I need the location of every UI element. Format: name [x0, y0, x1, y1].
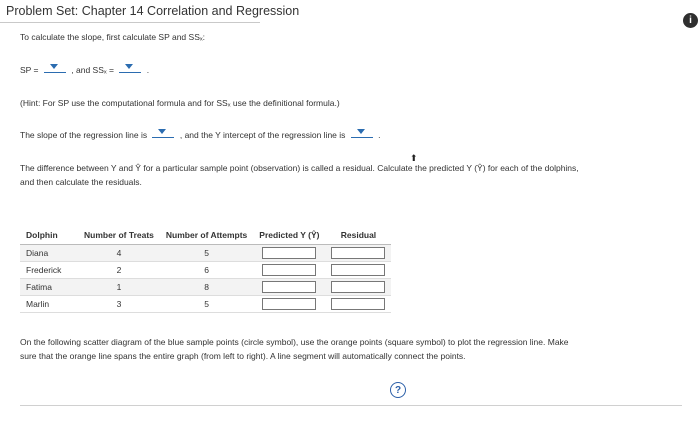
treats-value: 4 — [78, 245, 160, 262]
title-divider — [0, 22, 260, 23]
dolphin-name: Diana — [20, 245, 78, 262]
table-row — [20, 279, 391, 296]
dropdown-arrow-icon — [158, 129, 166, 134]
attempts-value: 5 — [160, 296, 253, 313]
sp-line — [20, 63, 149, 75]
predicted-input[interactable] — [262, 281, 316, 293]
slope-line-end: . — [378, 130, 381, 140]
dolphin-name: Fatima — [20, 279, 78, 296]
table-row — [20, 296, 391, 313]
hint-content: (Hint: For SP use the computational formula and for SSₓ use the definitional formula.) — [20, 98, 340, 108]
dolphin-name: Frederick — [20, 262, 78, 279]
residual-cell — [325, 279, 391, 296]
hint-text — [20, 98, 340, 108]
column-header: Dolphin — [20, 226, 78, 245]
sp-line-end: . — [146, 65, 150, 75]
info-icon[interactable]: i — [683, 13, 698, 28]
predicted-input[interactable] — [262, 247, 316, 259]
predicted-input[interactable] — [262, 298, 316, 310]
treats-value: 2 — [78, 262, 160, 279]
ssx-label: , and SSₓ = — [71, 65, 114, 75]
slope-dropdown[interactable] — [152, 128, 174, 138]
residual-input[interactable] — [331, 264, 385, 276]
treats-value: 3 — [78, 296, 160, 313]
intro-text: To calculate the slope, first calculate SP and SSₓ: — [20, 32, 206, 42]
column-header: Residual — [325, 226, 391, 245]
residual-input[interactable] — [331, 298, 385, 310]
dolphin-name: Marlin — [20, 296, 78, 313]
predicted-input[interactable] — [262, 264, 316, 276]
column-header: Number of Attempts — [160, 226, 253, 245]
scatter-instructions-line2: sure that the orange line spans the entire graph (from left to right). A line segment will automatically connect the points. — [20, 351, 466, 361]
table-row — [20, 245, 391, 262]
scatter-instructions-line1: On the following scatter diagram of the blue sample points (circle symbol), use the orange points (square symbol) to plot the regression line. Make — [20, 337, 569, 347]
dropdown-arrow-icon — [50, 64, 58, 69]
table-header-row — [20, 226, 391, 245]
residual-input[interactable] — [331, 247, 385, 259]
residual-cell — [325, 262, 391, 279]
treats-value: 1 — [78, 279, 160, 296]
residual-input[interactable] — [331, 281, 385, 293]
intercept-dropdown[interactable] — [351, 128, 373, 138]
ssx-dropdown[interactable] — [119, 63, 141, 73]
column-header: Predicted Y (Ŷ) — [253, 226, 325, 245]
attempts-value: 8 — [160, 279, 253, 296]
predicted-cell — [253, 245, 325, 262]
predicted-cell — [253, 296, 325, 313]
difference-line2: and then calculate the residuals. — [20, 177, 142, 187]
intercept-label: , and the Y intercept of the regression line is — [179, 130, 346, 140]
residual-cell — [325, 296, 391, 313]
dolphin-table — [20, 226, 391, 313]
help-icon[interactable]: ? — [390, 382, 406, 398]
bottom-divider — [20, 405, 682, 406]
attempts-value: 5 — [160, 245, 253, 262]
page-title: Problem Set: Chapter 14 Correlation and Regression — [6, 4, 300, 18]
dropdown-arrow-icon — [357, 129, 365, 134]
residual-cell — [325, 245, 391, 262]
predicted-cell — [253, 262, 325, 279]
slope-label: The slope of the regression line is — [20, 130, 148, 140]
dropdown-arrow-icon — [125, 64, 133, 69]
sp-label: SP = — [20, 65, 39, 75]
difference-line1: The difference between Y and Ŷ for a particular sample point (observation) is called a residual. Calculate the predicted Y (Ŷ) for each of the dolphins, — [20, 163, 579, 173]
predicted-cell — [253, 279, 325, 296]
sp-dropdown[interactable] — [44, 63, 66, 73]
mouse-cursor-icon: ⬆ — [410, 153, 418, 163]
column-header: Number of Treats — [78, 226, 160, 245]
slope-line — [20, 128, 381, 140]
table-row — [20, 262, 391, 279]
attempts-value: 6 — [160, 262, 253, 279]
